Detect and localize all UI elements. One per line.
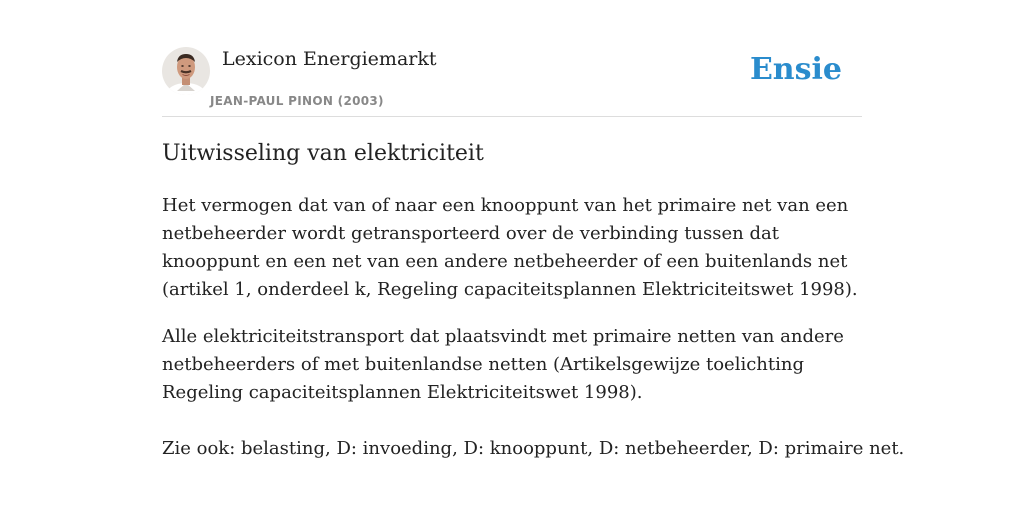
author-photo-icon xyxy=(162,47,210,95)
author-name[interactable]: JEAN-PAUL PINON (2003) xyxy=(210,94,384,108)
see-also: Zie ook: belasting, D: invoeding, D: knooppunt, D: netbeheerder, D: primaire net. xyxy=(162,438,905,459)
term-title: Uitwisseling van elektriciteit xyxy=(162,141,484,166)
lexicon-title[interactable]: Lexicon Energiemarkt xyxy=(222,48,437,70)
definition-2: Alle elektriciteitstransport dat plaatsvindt met primaire netten van andere netbeheerders of met buitenlandse netten (Artikelsgewijze toelichting Regeling capaciteitsplannen Elektriciteitswet 1998). xyxy=(162,326,844,403)
header xyxy=(162,46,862,117)
definition-1: Het vermogen dat van of naar een knooppunt van het primaire net van een netbeheerder wordt getransporteerd over de verbinding tussen dat knooppunt en een net van een andere netbeheerder of een buitenlands net (artikel 1, onderdeel k, Regeling capaciteitsplannen Elektriciteitswet 1998). xyxy=(162,195,858,300)
brand-logo[interactable]: Ensie xyxy=(749,52,842,87)
author-avatar[interactable] xyxy=(162,47,210,95)
entry-content xyxy=(162,140,905,463)
